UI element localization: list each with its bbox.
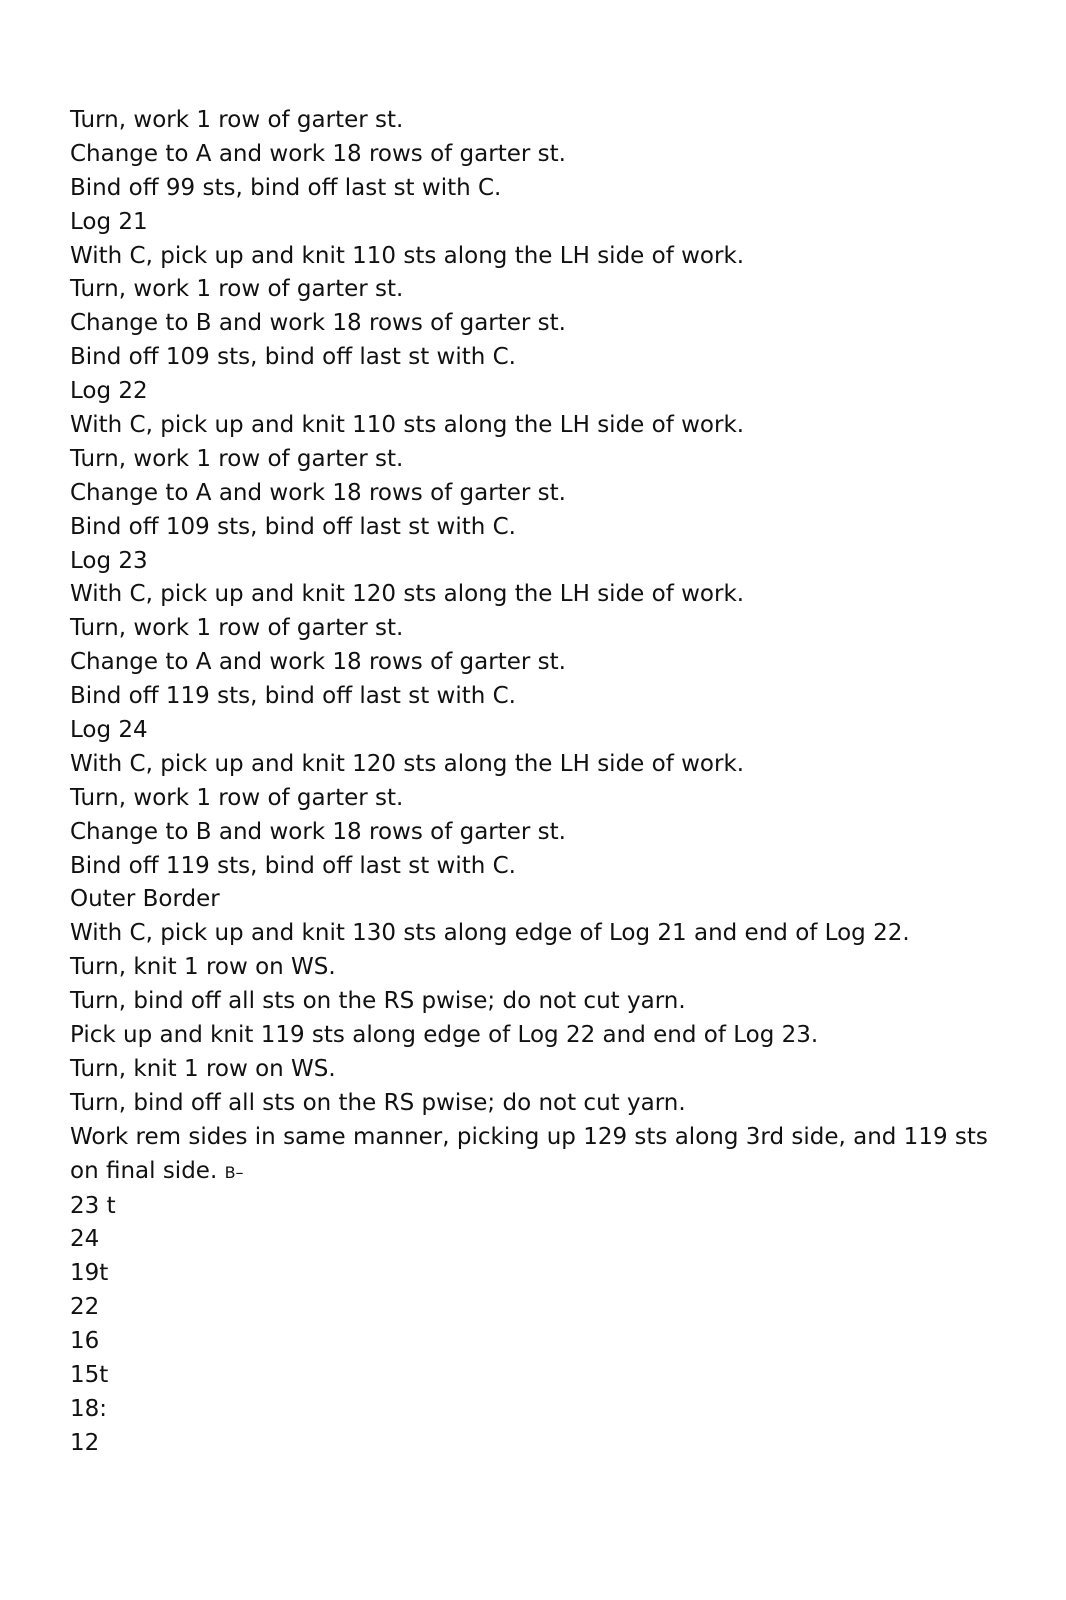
text-line: With C, pick up and knit 120 sts along the LH side of work.	[70, 581, 745, 608]
text-line: With C, pick up and knit 120 sts along the LH side of work.	[70, 750, 745, 777]
number-line: 24	[70, 1226, 100, 1253]
text-line: Turn, work 1 row of garter st.	[70, 784, 404, 811]
text-line: Turn, work 1 row of garter st.	[70, 615, 404, 642]
text-line: Bind off 109 sts, bind off last st with C.	[70, 344, 516, 371]
section-heading: Log 22	[70, 378, 148, 405]
number-line: 15t	[70, 1361, 109, 1388]
text-line: With C, pick up and knit 130 sts along edge of Log 21 and end of Log 22.	[70, 920, 910, 947]
pattern-text	[70, 104, 1000, 1461]
section-heading: Log 24	[70, 717, 148, 744]
stray-mark: B–	[224, 1162, 244, 1182]
text-line: Bind off 109 sts, bind off last st with C.	[70, 513, 516, 540]
text-line: Bind off 119 sts, bind off last st with C.	[70, 852, 516, 879]
text-line: Turn, bind off all sts on the RS pwise; do not cut yarn.	[70, 1089, 686, 1116]
text-line: Bind off 119 sts, bind off last st with C.	[70, 683, 516, 710]
text-line: Turn, bind off all sts on the RS pwise; do not cut yarn.	[70, 988, 686, 1015]
section-heading: Outer Border	[70, 886, 220, 913]
text-line: Turn, knit 1 row on WS.	[70, 1055, 336, 1082]
number-line: 19t	[70, 1260, 109, 1287]
text-line: With C, pick up and knit 110 sts along the LH side of work.	[70, 242, 745, 269]
section-heading: Log 23	[70, 547, 148, 574]
text-line: Change to B and work 18 rows of garter st.	[70, 310, 566, 337]
text-line: Turn, work 1 row of garter st.	[70, 276, 404, 303]
final-paragraph	[70, 1121, 1000, 1190]
text-line: Turn, work 1 row of garter st.	[70, 445, 404, 472]
number-line: 16	[70, 1328, 100, 1355]
section-heading: Log 21	[70, 208, 148, 235]
text-line: Change to A and work 18 rows of garter st.	[70, 479, 566, 506]
final-paragraph-text: Work rem sides in same manner, picking up 129 sts along 3rd side, and 119 sts on final side.	[70, 1123, 988, 1184]
number-line: 18:	[70, 1395, 108, 1422]
text-line: Change to A and work 18 rows of garter st.	[70, 140, 566, 167]
number-line: 22	[70, 1294, 100, 1321]
text-line: Bind off 99 sts, bind off last st with C.	[70, 174, 502, 201]
text-line: Change to B and work 18 rows of garter st.	[70, 818, 566, 845]
number-line: 23 t	[70, 1192, 116, 1219]
text-line: Turn, work 1 row of garter st.	[70, 107, 404, 133]
text-line: Pick up and knit 119 sts along edge of Log 22 and end of Log 23.	[70, 1022, 819, 1049]
text-line: With C, pick up and knit 110 sts along the LH side of work.	[70, 412, 745, 439]
text-line: Turn, knit 1 row on WS.	[70, 954, 336, 981]
text-line: Change to A and work 18 rows of garter st.	[70, 649, 566, 676]
number-line: 12	[70, 1429, 100, 1456]
